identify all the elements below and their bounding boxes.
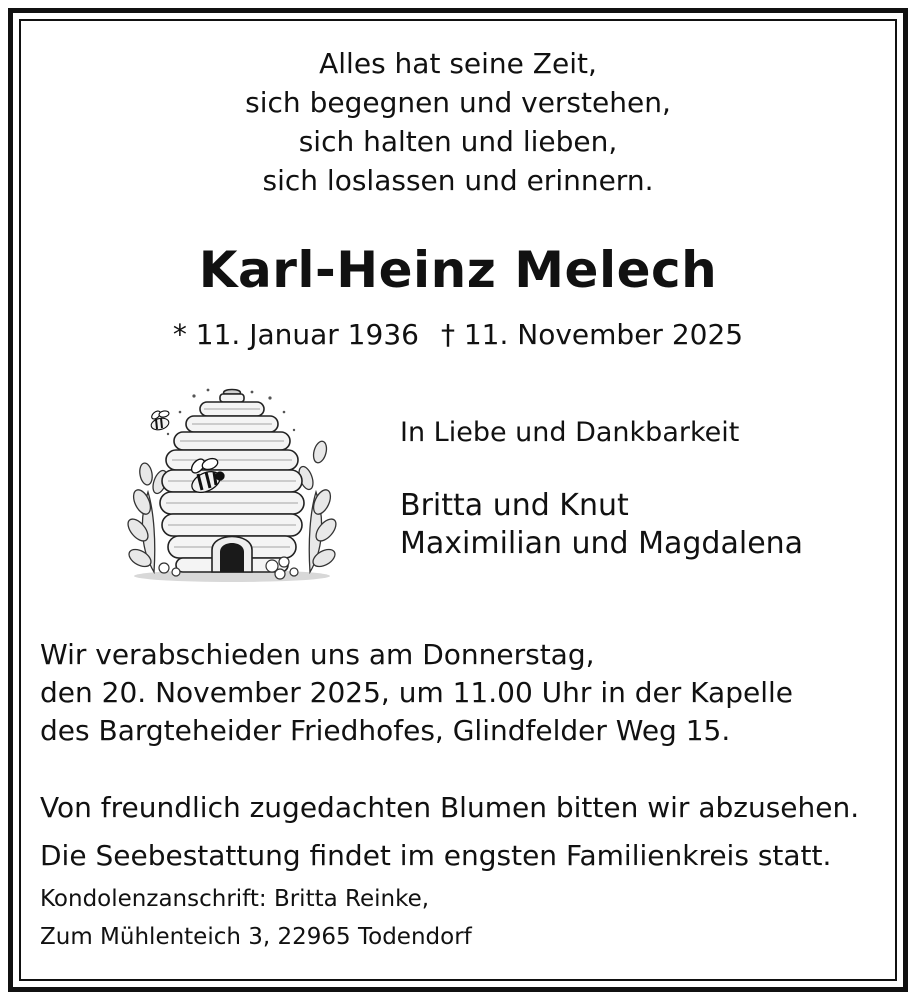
- address-line: Kondolenzanschrift: Britta Reinke,: [40, 886, 430, 912]
- family-name-line: Maximilian und Magdalena: [400, 526, 804, 561]
- poem-line: Alles hat seine Zeit,: [319, 47, 597, 80]
- poem-line: sich halten und lieben,: [298, 125, 618, 158]
- poem-line: sich begegnen und verstehen,: [245, 86, 671, 119]
- family-names: [400, 487, 803, 563]
- poem: [0, 44, 916, 200]
- beehive-icon: [124, 382, 340, 588]
- small-bee-icon: [150, 409, 170, 431]
- death-date: † 11. November 2025: [440, 318, 744, 351]
- service-info: [40, 636, 793, 750]
- hive-entrance: [212, 537, 252, 573]
- poem-line: sich loslassen und erinnern.: [262, 164, 654, 197]
- burial-note: Die Seebestattung findet im engsten Familienkreis statt.: [40, 839, 832, 872]
- family-section: [400, 414, 803, 563]
- service-line: des Bargteheider Friedhofes, Glindfelder Weg 15.: [40, 714, 731, 747]
- notes: [40, 784, 859, 880]
- family-intro: In Liebe und Dankbarkeit: [400, 417, 740, 448]
- condolence-address: [40, 880, 472, 956]
- service-line: Wir verabschieden uns am Donnerstag,: [40, 638, 595, 671]
- life-dates: [0, 315, 916, 355]
- family-name-line: Britta und Knut: [400, 488, 629, 523]
- flowers-note: Von freundlich zugedachten Blumen bitten wir abzusehen.: [40, 791, 860, 824]
- deceased-name: Karl-Heinz Melech: [198, 241, 718, 299]
- birth-date: * 11. Januar 1936: [172, 318, 419, 351]
- address-line: Zum Mühlenteich 3, 22965 Todendorf: [40, 924, 472, 950]
- service-line: den 20. November 2025, um 11.00 Uhr in der Kapelle: [40, 676, 793, 709]
